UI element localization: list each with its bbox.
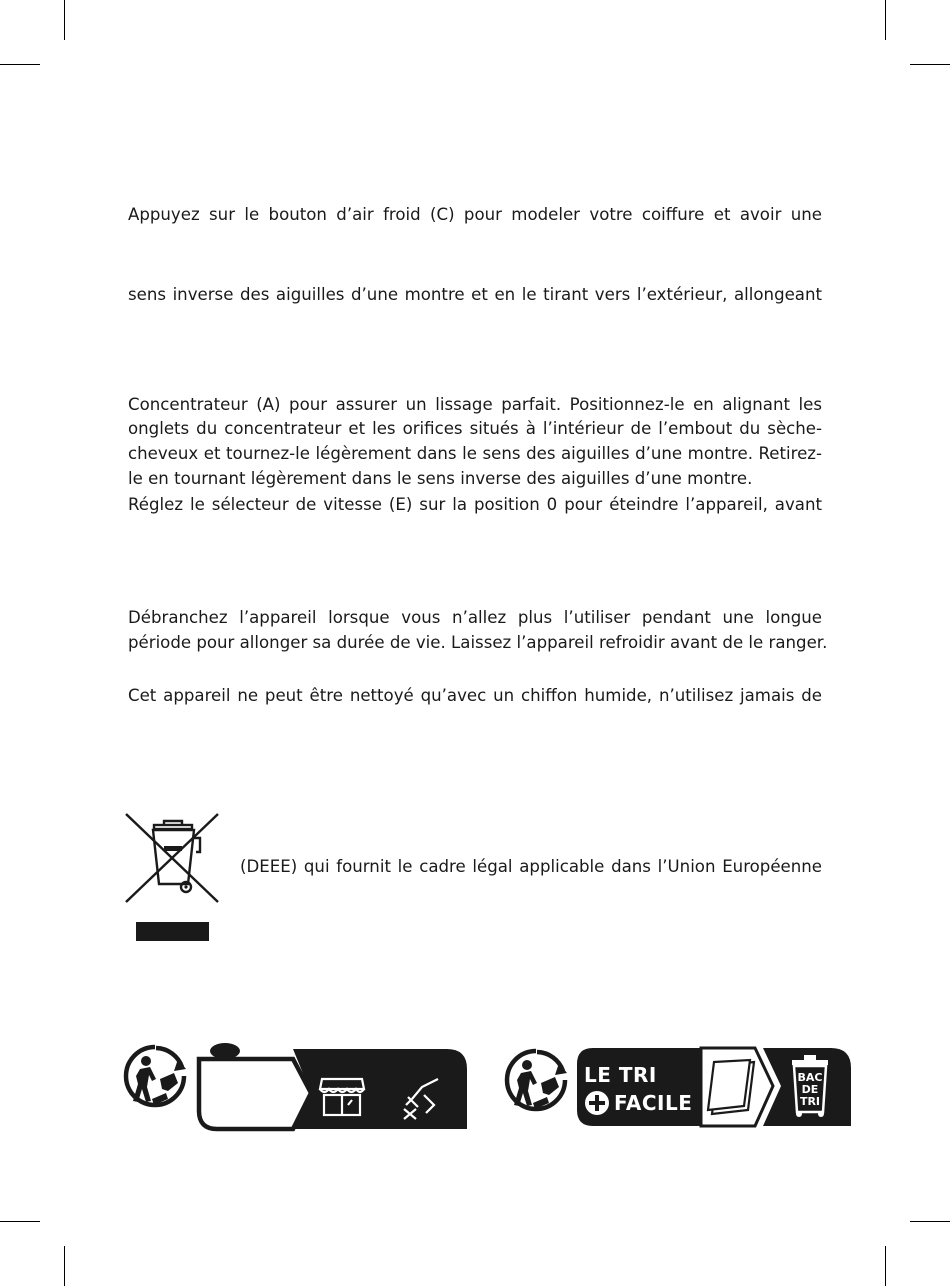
triman-icon (503, 1047, 569, 1113)
facile-label: FACILE (614, 1091, 693, 1115)
text-line: Concentrateur (A) pour assurer un lissage parfait. Positionnez-le en alignant les (128, 395, 822, 414)
text-line: Appuyez sur le bouton d’air froid (C) pour modeler votre coiffure et avoir une (128, 205, 822, 224)
crop-mark (910, 1221, 950, 1222)
triman-icon (122, 1043, 188, 1109)
crop-mark (0, 1221, 40, 1222)
crop-mark (0, 64, 40, 65)
text-line: cheveux et tournez-le légèrement dans le sens des aiguilles d’une montre. Retirez- (128, 444, 822, 463)
crop-mark (64, 0, 65, 40)
crop-mark (910, 64, 950, 65)
text-line: Cet appareil ne peut être nettoyé qu’avec un chiffon humide, n’utilisez jamais de (128, 686, 822, 705)
paper-icon (704, 1058, 762, 1118)
crop-mark (64, 1246, 65, 1286)
text-line: le en tournant légèrement dans le sens inverse des aiguilles d’une montre. (128, 469, 753, 488)
tri-label: TRI (799, 1095, 821, 1108)
crossed-out-wheelie-bin-icon (124, 812, 220, 904)
le-tri-label: LE TRI (584, 1063, 657, 1087)
crop-mark (885, 1246, 886, 1286)
plus-icon (584, 1090, 610, 1116)
crop-mark (885, 0, 886, 40)
text-line: sens inverse des aiguilles d’une montre et en le tirant vers l’extérieur, allongeant (128, 285, 822, 304)
weee-text: (DEEE) qui fournit le cadre légal applicable dans l’Union Européenne (240, 857, 822, 876)
text-line: période pour allonger sa durée de vie. Laissez l’appareil refroidir avant de le ranger. (128, 633, 828, 652)
de-label: DE (801, 1083, 819, 1096)
weee-black-bar (136, 922, 209, 941)
text-line: Débranchez l’appareil lorsque vous n’allez plus l’utiliser pendant une longue (128, 608, 822, 627)
text-line: onglets du concentrateur et les orifices situés à l’intérieur de l’embout du sèche- (128, 419, 822, 438)
shop-icon (318, 1075, 366, 1119)
drop-off-icon (398, 1075, 444, 1121)
bac-label: BAC (797, 1071, 823, 1084)
text-line: Réglez le sélecteur de vitesse (E) sur la position 0 pour éteindre l’appareil, avant (128, 495, 822, 514)
